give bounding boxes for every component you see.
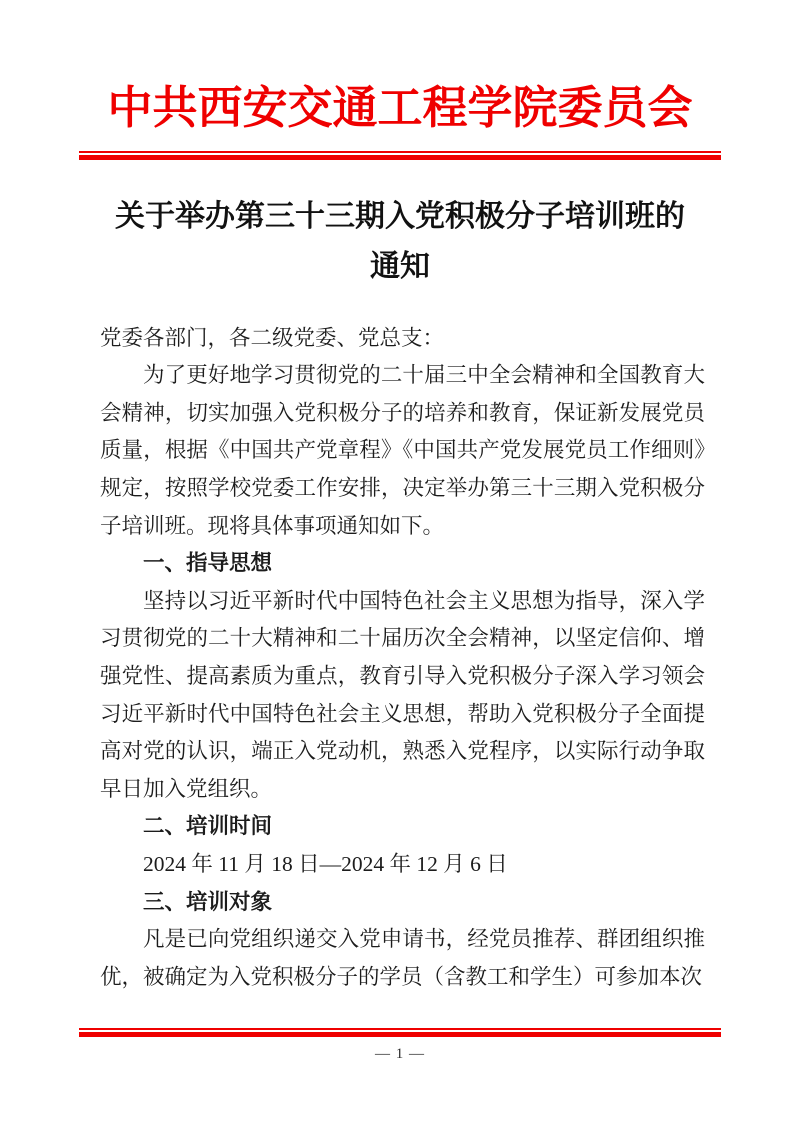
document-title-line1: 关于举办第三十三期入党积极分子培训班的 <box>115 199 685 233</box>
page-number: — 1 — <box>375 1046 425 1062</box>
training-target-paragraph: 凡是已向党组织递交入党申请书，经党员推荐、群团组织推优，被确定为入党积极分子的学员（含教工和学生）可参加本次 <box>100 927 705 989</box>
red-divider-bottom <box>79 1028 721 1037</box>
section-heading-guiding-thought: 一、指导思想 <box>143 551 273 576</box>
section-heading-training-time: 二、培训时间 <box>143 814 273 839</box>
red-divider-top <box>79 151 721 160</box>
document-title-line2: 通知 <box>370 249 430 283</box>
salutation-line: 党委各部门，各二级党委、党总支： <box>100 325 445 350</box>
document-body <box>100 320 705 997</box>
guiding-thought-paragraph: 坚持以习近平新时代中国特色社会主义思想为指导，深入学习贯彻党的二十大精神和二十届历次全会精神，以坚定信仰、增强党性、提高素质为重点，教育引导入党积极分子深入学习领会习近平新时代中国特色社会主义思想，帮助入党积极分子全面提高对党的认识，端正入党动机，熟悉入党程序，以实际行动争取早日加入党组织。 <box>100 588 705 801</box>
document-title <box>0 192 800 292</box>
letterhead-org-name: 中共西安交通工程学院委员会 <box>107 83 693 133</box>
section-heading-training-target: 三、培训对象 <box>143 889 273 914</box>
training-time-line: 2024 年 11 月 18 日—2024 年 12 月 6 日 <box>143 851 508 876</box>
opening-paragraph: 为了更好地学习贯彻党的二十届三中全会精神和全国教育大会精神，切实加强入党积极分子的培养和教育，保证新发展党员质量，根据《中国共产党章程》《中国共产党发展党员工作细则》规定，按照学校党委工作安排，决定举办第三十三期入党积极分子培训班。现将具体事项通知如下。 <box>100 363 705 538</box>
